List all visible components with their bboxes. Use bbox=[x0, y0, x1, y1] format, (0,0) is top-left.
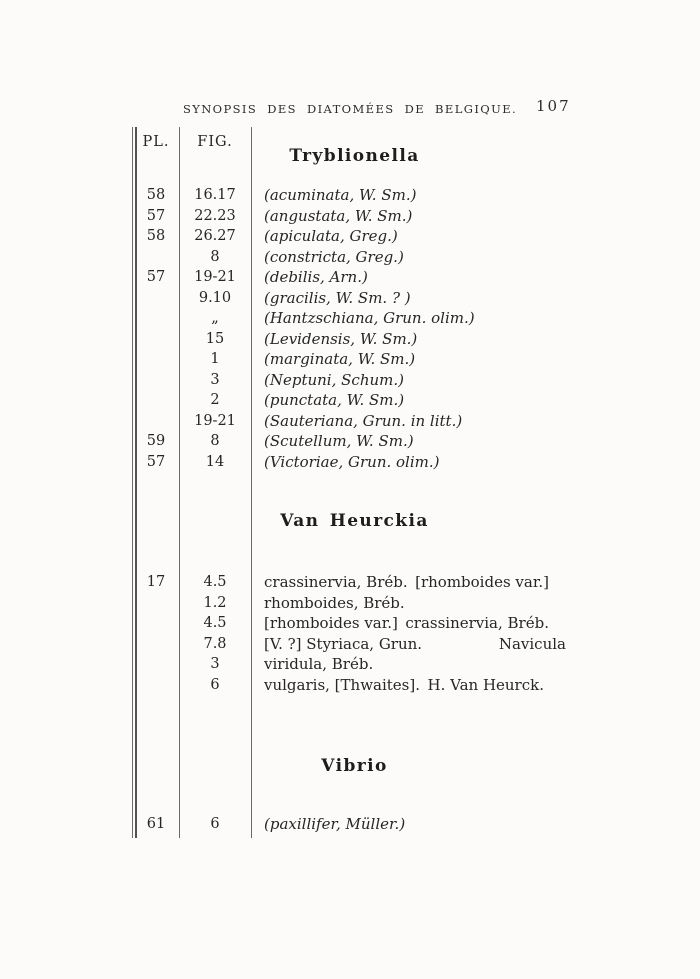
table-row bbox=[0, 654, 700, 675]
species-name: crassinervia, Bréb. [rhomboides var.] bbox=[264, 573, 549, 591]
figure-number ditto-mark: „ bbox=[211, 310, 219, 326]
table-row bbox=[0, 613, 700, 634]
species-name: vulgaris, [Thwaites]. H. Van Heurck. bbox=[264, 675, 544, 694]
species-name: (Scutellum, W. Sm.) bbox=[264, 432, 414, 450]
species-name: viridula, Bréb. bbox=[264, 655, 374, 673]
section-vibrio-rows bbox=[0, 814, 700, 835]
table-row bbox=[0, 431, 700, 452]
figure-number: 6 bbox=[210, 816, 220, 832]
figure-number: 8 bbox=[210, 433, 220, 449]
table-row bbox=[0, 411, 700, 432]
table-row bbox=[0, 814, 700, 835]
running-title: SYNOPSIS DES DIATOMÉES DE BELGIQUE. bbox=[182, 102, 518, 116]
table-row bbox=[0, 634, 700, 655]
figure-number: 26.27 bbox=[194, 228, 236, 244]
table-row bbox=[0, 308, 700, 329]
species-name: (paxillifer, Müller.) bbox=[264, 815, 406, 833]
figure-number: 22.23 bbox=[194, 207, 236, 224]
species-name: (punctata, W. Sm.) bbox=[264, 391, 405, 409]
species-name: (Levidensis, W. Sm.) bbox=[264, 329, 418, 348]
figure-number: 1.2 bbox=[203, 594, 227, 611]
table-row bbox=[0, 390, 700, 411]
plate-number: 58 bbox=[146, 187, 166, 203]
table-row bbox=[0, 593, 700, 614]
figure-number: 6 bbox=[210, 676, 220, 693]
table-row bbox=[0, 572, 700, 593]
page-number: 107 bbox=[536, 97, 571, 115]
figure-number: 1 bbox=[210, 351, 220, 367]
figure-number: 9.10 bbox=[198, 289, 232, 306]
column-header-figure: FIG. bbox=[197, 134, 233, 150]
genus-heading-van-heurckia: Van Heurckia bbox=[280, 511, 429, 531]
genus-heading-tryblionella: Tryblionella bbox=[289, 146, 420, 166]
plate-number: 57 bbox=[146, 453, 166, 470]
plate-number: 58 bbox=[146, 228, 166, 244]
species-name: (Hantzschiana, Grun. olim.) bbox=[264, 309, 475, 327]
figure-number: 3 bbox=[210, 371, 220, 388]
table-row bbox=[0, 185, 700, 206]
species-name: (constricta, Greg.) bbox=[264, 247, 404, 266]
figure-number: 3 bbox=[210, 656, 220, 672]
table-row bbox=[0, 349, 700, 370]
species-name: (gracilis, W. Sm. ? ) bbox=[264, 288, 411, 307]
table-row bbox=[0, 267, 700, 288]
table-row bbox=[0, 288, 700, 309]
figure-number: 16.17 bbox=[194, 187, 236, 203]
species-name: (debilis, Arn.) bbox=[264, 268, 368, 286]
column-header-plate: PL. bbox=[142, 134, 170, 150]
table-row bbox=[0, 329, 700, 350]
plate-number: 57 bbox=[146, 207, 166, 224]
species-name: (Neptuni, Schum.) bbox=[264, 370, 404, 389]
species-name: rhomboides, Bréb. bbox=[264, 593, 405, 612]
figure-number: 7.8 bbox=[203, 635, 227, 652]
figure-number: 4.5 bbox=[203, 574, 227, 590]
table-row bbox=[0, 370, 700, 391]
cross-reference-genus: Navicula bbox=[498, 634, 566, 653]
species-name: [V. ?] Styriaca, Grun. Navicula bbox=[264, 634, 566, 653]
section-van-heurckia-rows bbox=[0, 572, 700, 695]
figure-number: 19-21 bbox=[194, 269, 236, 285]
species-name: [rhomboides var.] crassinervia, Bréb. bbox=[264, 614, 549, 632]
genus-heading-vibrio: Vibrio bbox=[321, 756, 388, 776]
table-row bbox=[0, 675, 700, 696]
figure-number: 4.5 bbox=[203, 615, 227, 631]
species-name: (marginata, W. Sm.) bbox=[264, 350, 416, 368]
figure-number: 8 bbox=[210, 248, 220, 265]
section-tryblionella-rows bbox=[0, 185, 700, 472]
species-name: (acuminata, W. Sm.) bbox=[264, 186, 417, 204]
species-name: (Victoriae, Grun. olim.) bbox=[264, 452, 440, 471]
table-row bbox=[0, 247, 700, 268]
table-row bbox=[0, 452, 700, 473]
plate-number: 17 bbox=[146, 574, 166, 590]
species-name: (apiculata, Greg.) bbox=[264, 227, 398, 245]
figure-number: 15 bbox=[205, 330, 225, 347]
figure-number: 19-21 bbox=[194, 412, 236, 429]
table-row bbox=[0, 226, 700, 247]
table-row bbox=[0, 206, 700, 227]
species-name: (Sauteriana, Grun. in litt.) bbox=[264, 411, 463, 430]
plate-number: 59 bbox=[146, 433, 166, 449]
figure-number: 2 bbox=[210, 392, 220, 408]
species-name: (angustata, W. Sm.) bbox=[264, 206, 413, 225]
plate-number: 57 bbox=[146, 269, 166, 285]
plate-number: 61 bbox=[146, 816, 166, 832]
figure-number: 14 bbox=[205, 453, 225, 470]
